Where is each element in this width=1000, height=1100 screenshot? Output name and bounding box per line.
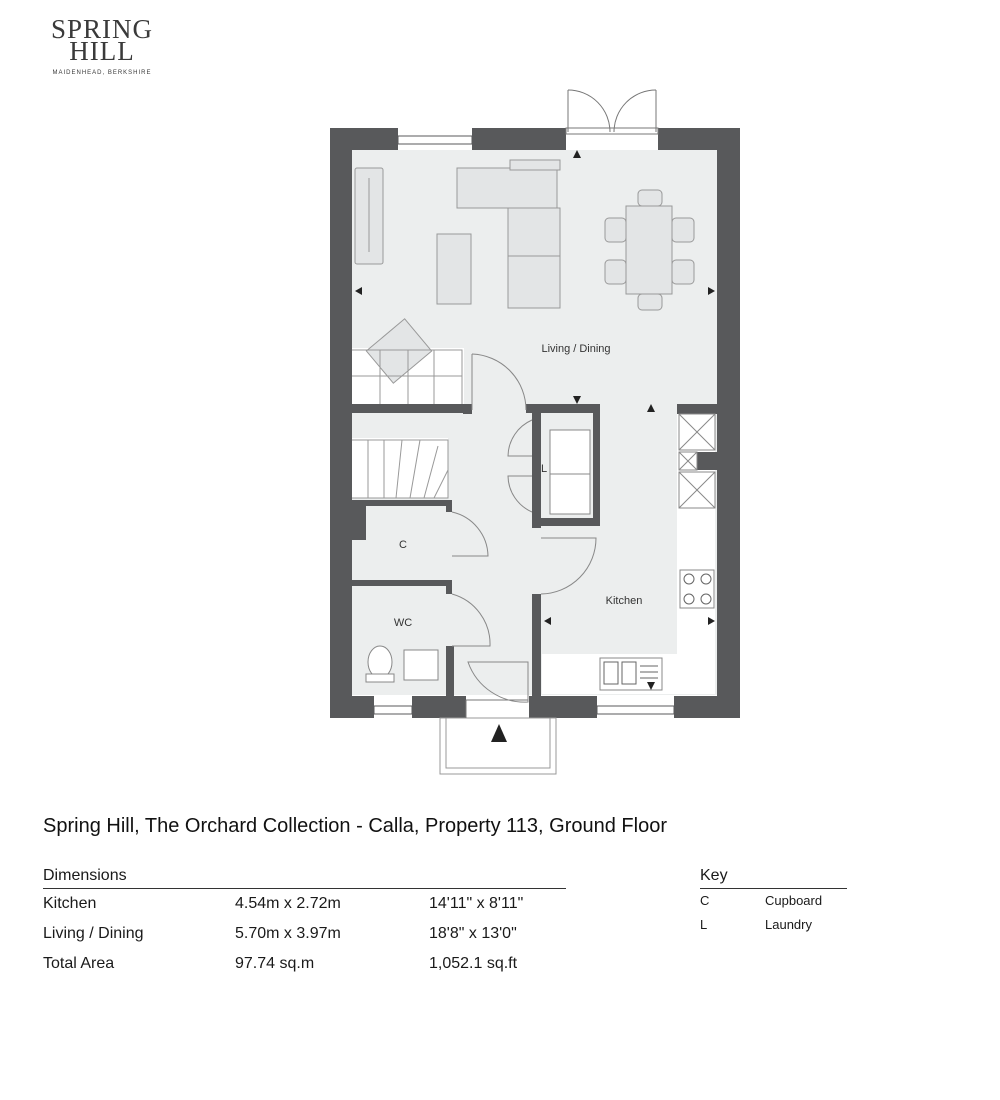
room-label-living: Living / Dining: [541, 343, 611, 355]
room-label-cupboard: C: [399, 539, 407, 551]
table-row: [43, 949, 566, 979]
list-item: [700, 889, 847, 913]
room-label-kitchen: Kitchen: [605, 595, 643, 607]
logo-line-2: HILL: [69, 36, 135, 66]
room-name: Total Area: [43, 955, 115, 972]
logo-location: MAIDENHEAD, BERKSHIRE: [52, 70, 152, 76]
imperial-size: 14'11" x 8'11": [429, 895, 524, 912]
dimensions-table: [43, 867, 566, 979]
key-heading: Key: [700, 867, 847, 889]
list-item: [700, 913, 847, 937]
room-label-laundry: L: [540, 463, 548, 475]
table-row: [43, 889, 566, 919]
key-label: Cupboard: [765, 893, 823, 908]
metric-size: 97.74 sq.m: [235, 955, 315, 972]
key-label: Laundry: [765, 917, 812, 932]
logo-line-1: SPRING: [50, 14, 154, 44]
entrance-arrow-icon: [491, 724, 507, 742]
property-title: Spring Hill, The Orchard Collection - Calla, Property 113, Ground Floor: [43, 815, 667, 837]
room-name: Kitchen: [43, 895, 97, 912]
key-legend: [700, 867, 847, 937]
imperial-size: 18'8" x 13'0": [429, 925, 517, 942]
front-door-frame: [466, 700, 528, 718]
french-doors: [566, 90, 658, 134]
metric-size: 5.70m x 3.97m: [235, 925, 341, 942]
key-code: C: [700, 893, 710, 908]
key-code: L: [700, 917, 708, 932]
metric-size: 4.54m x 2.72m: [235, 895, 341, 912]
staircase: [352, 438, 448, 498]
room-name: Living / Dining: [43, 925, 144, 942]
imperial-size: 1,052.1 sq.ft: [429, 955, 518, 972]
room-label-wc: WC: [393, 617, 413, 629]
laundry-appliances: [550, 430, 590, 514]
table-row: [43, 919, 566, 949]
dimensions-heading: Dimensions: [43, 867, 566, 889]
